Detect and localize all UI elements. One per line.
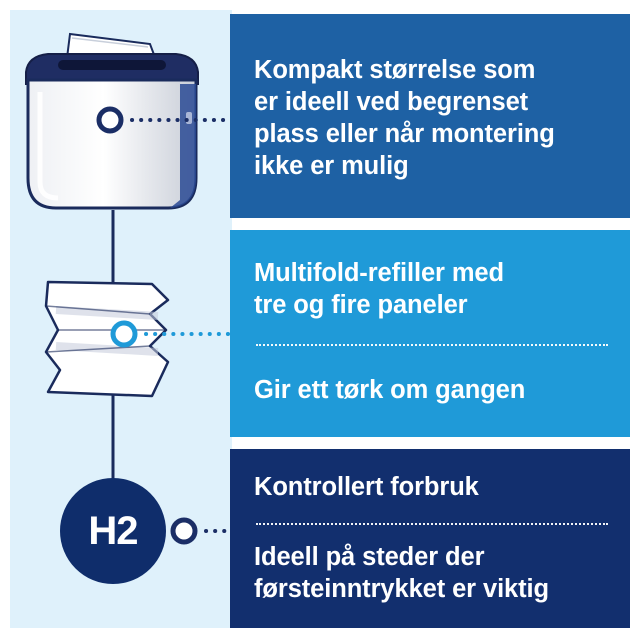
feature-line: Gir ett tørk om gangen (254, 376, 526, 404)
connector-dot-icon (173, 520, 195, 542)
h2-system-badge (60, 478, 166, 584)
feature-line: Kontrollert forbruk (254, 473, 479, 501)
feature-line: Multifold-refiller med (254, 259, 504, 287)
connector-dot-icon (99, 109, 121, 131)
feature-line: Kompakt størrelse som (254, 56, 536, 84)
feature-line: er ideell ved begrenset (254, 88, 529, 116)
feature-line: plass eller når montering (254, 120, 555, 148)
connector-dot-icon (113, 323, 135, 345)
multifold-towel-icon (46, 282, 168, 396)
badge-label: H2 (88, 508, 138, 553)
feature-line: ikke er mulig (254, 152, 409, 180)
feature-line: førsteinntrykket er viktig (254, 575, 549, 603)
feature-line: Ideell på steder der (254, 543, 485, 571)
feature-line: tre og fire paneler (254, 291, 468, 319)
